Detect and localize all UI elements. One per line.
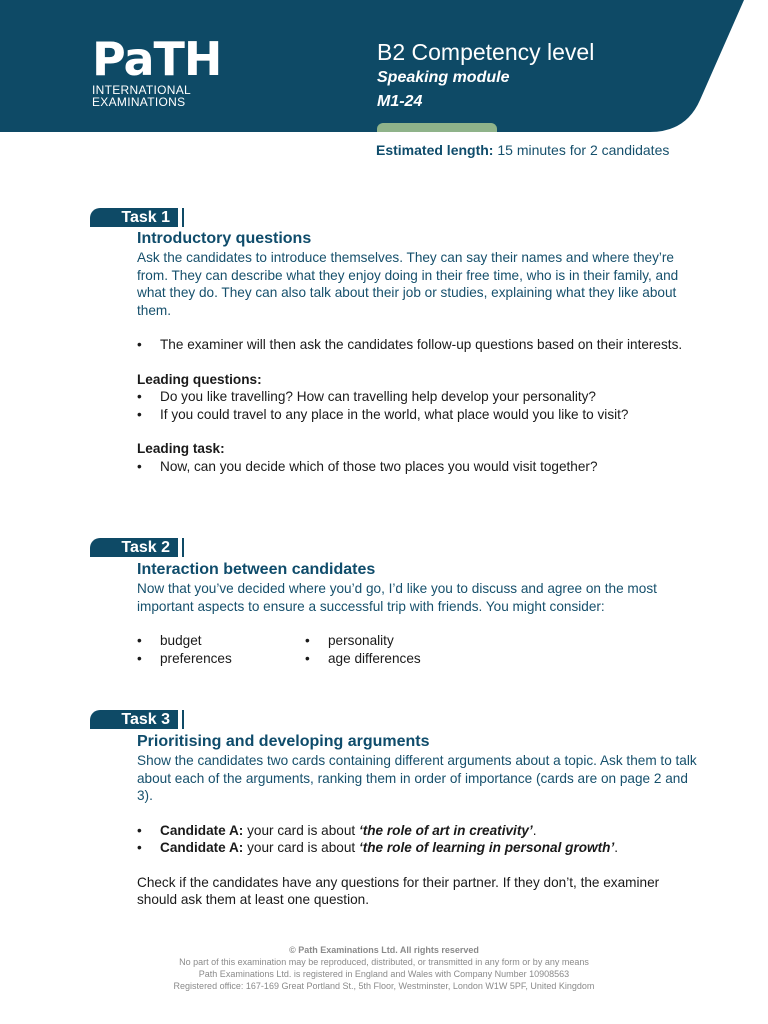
registered-office: Registered office: 167-169 Great Portland St., 5th Floor, Westminster, London W1W 5PF, United Kingdom xyxy=(173,981,595,991)
task-1-heading: Introductory questions xyxy=(137,230,312,247)
logo-wordmark: PaTH xyxy=(92,32,222,86)
candidate-label: Candidate A: xyxy=(160,840,244,855)
estimated-length-value: 15 minutes for 2 candidates xyxy=(493,142,670,158)
header-banner xyxy=(0,0,768,132)
estimated-length xyxy=(376,142,669,158)
candidate-text: your card is about xyxy=(243,822,359,838)
task-2-tab xyxy=(90,538,185,558)
page-footer xyxy=(0,944,768,992)
task-1-tab xyxy=(90,208,185,228)
list-item: • budget xyxy=(137,632,305,650)
task-3-section xyxy=(137,732,697,909)
task-tab-divider xyxy=(182,538,184,557)
leading-task-label: Leading task: xyxy=(137,441,225,456)
candidate-end: . xyxy=(614,840,618,855)
list-item: • age differences xyxy=(305,650,421,668)
task-3-heading: Prioritising and developing arguments xyxy=(137,733,430,750)
task-2-section xyxy=(137,560,697,667)
leading-task: • Now, can you decide which of those two places you would visit together? xyxy=(137,458,697,476)
accent-tab xyxy=(377,123,497,132)
candidate-label: Candidate A: xyxy=(160,822,244,838)
candidate-card-item xyxy=(137,822,697,840)
task-1-section xyxy=(137,229,697,475)
card-topic: ‘the role of art in creativity’ xyxy=(358,822,533,838)
task-2-label: Task 2 xyxy=(90,538,178,557)
leading-question-2: • If you could travel to any place in the world, what place would you like to visit? xyxy=(137,406,697,424)
task-2-heading: Interaction between candidates xyxy=(137,561,376,578)
path-logo xyxy=(92,34,221,108)
task-3-intro: Show the candidates two cards containing different arguments about a topic. Ask them to talk about each of the arguments, ranking them in order of importance (cards are on page 2 and 3). xyxy=(137,753,697,803)
leading-question-1: • Do you like travelling? How can travelling help develop your personality? xyxy=(137,388,697,406)
module-name: Speaking module xyxy=(377,69,510,86)
exam-title xyxy=(377,38,594,114)
closing-instruction: Check if the candidates have any questions for their partner. If they don’t, the examiner should ask them at least one question. xyxy=(137,874,660,907)
leading-questions-label: Leading questions: xyxy=(137,371,262,387)
considerations-list xyxy=(137,632,697,667)
card-topic: ‘the role of learning in personal growth’ xyxy=(358,840,615,855)
list-item: • preferences xyxy=(137,650,305,668)
task-tab-divider xyxy=(182,710,184,729)
logo-subtitle-line2: EXAMINATIONS xyxy=(92,95,186,109)
candidate-text: your card is about xyxy=(243,840,359,855)
list-item: • personality xyxy=(305,632,421,650)
reproduction-notice: No part of this examination may be reproduced, distributed, or transmitted in any form or by any means xyxy=(179,957,589,967)
logo-subtitle-line1: INTERNATIONAL xyxy=(92,83,192,97)
estimated-length-label: Estimated length: xyxy=(376,142,494,158)
copyright-notice: © Path Examinations Ltd. All rights reserved xyxy=(289,945,479,955)
task-tab-divider xyxy=(182,208,184,227)
task-1-label: Task 1 xyxy=(90,208,178,227)
task-1-intro: Ask the candidates to introduce themselves. They can say their names and where they’re from. They can describe what they enjoy doing in their free time, who is in their family, and what they do. They can also talk about their job or studies, explaining what they like about them. xyxy=(137,250,679,318)
candidate-card-item xyxy=(137,839,697,857)
list-item: • The examiner will then ask the candidates follow-up questions based on their interests. xyxy=(137,336,697,354)
module-code: M1-24 xyxy=(377,93,423,110)
competency-level: B2 Competency level xyxy=(377,39,595,65)
company-registration: Path Examinations Ltd. is registered in England and Wales with Company Number 10908563 xyxy=(198,969,570,979)
candidate-end: . xyxy=(532,822,537,838)
task-2-intro: Now that you’ve decided where you’d go, I’d like you to discuss and agree on the most important aspects to ensure a successful trip with friends. You might consider: xyxy=(137,581,657,614)
task-3-tab xyxy=(90,710,185,730)
task-3-label: Task 3 xyxy=(90,710,178,729)
